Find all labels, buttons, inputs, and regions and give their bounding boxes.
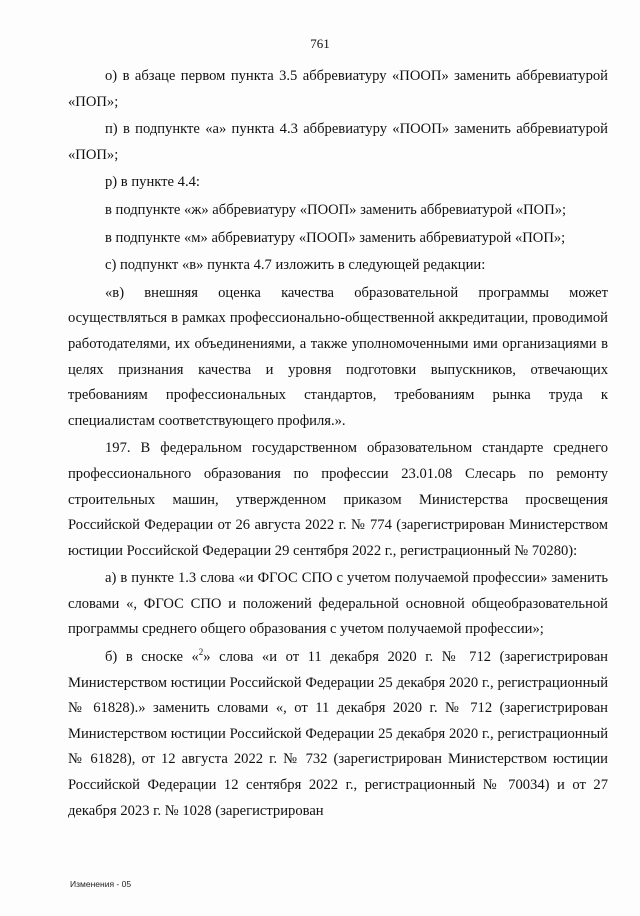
paragraph-b-start: б) в сноске « xyxy=(105,649,199,666)
paragraph-a: а) в пункте 1.3 слова «и ФГОС СПО с учетом получаемой профессии» заменить словами «, ФГОС СПО и положений федеральной основной общеобразовательной программы среднего общего образования с учетом получаемой профессии»; xyxy=(68,570,608,638)
paragraph-b-rest: » слова «и от 11 декабря 2020 г. № 712 (зарегистрирован Министерством юстиции Российской Федерации 25 декабря 2020 г., регистрационный № 61828).» заменить словами «, от 11 декабря 2020 г. № 712 (зарегистрирован Министерством юстиции Российской Федерации 25 декабря 2020 г., регистрационный № 61828), от 12 августа 2022 г. № 732 (зарегистрирован Министерством юстиции Российской Федерации 12 сентября 2022 г., регистрационный № 70034) и от 27 декабря 2023 г. № 1028 (зарегистрирован xyxy=(68,649,608,819)
paragraph-s-quote: «в) внешняя оценка качества образовательной программы может осуществляться в рамках профессионально-общественной аккредитации, проводимой работодателями, их объединениями, а также уполномоченными ими организациями в целях признания качества и уровня подготовки выпускников, отвечающих требованиям профессиональных стандартов, требованиям рынка труда к специалистам соответствующего профиля.». xyxy=(68,284,608,429)
page-number: 761 xyxy=(310,36,330,51)
document-body xyxy=(68,64,608,824)
paragraph-o: о) в абзаце первом пункта 3.5 аббревиатуру «ПООП» заменить аббревиатурой «ПОП»; xyxy=(68,68,608,110)
footer-label: Изменения - 05 xyxy=(70,879,132,889)
footnote-mark: 2 xyxy=(198,647,204,658)
paragraph-b xyxy=(68,645,608,824)
paragraph-197: 197. В федеральном государственном образовательном стандарте среднего профессионального образования по профессии 23.01.08 Слесарь по ремонту строительных машин, утвержденном приказом Министерства просвещения Российской Федерации от 26 августа 2022 г. № 774 (зарегистрирован Министерством юстиции Российской Федерации 29 сентября 2022 г., регистрационный № 70280): xyxy=(68,440,608,559)
paragraph-r-m: в подпункте «м» аббревиатуру «ПООП» заменить аббревиатурой «ПОП»; xyxy=(105,229,566,246)
paragraph-p: п) в подпункте «а» пункта 4.3 аббревиатуру «ПООП» заменить аббревиатурой «ПОП»; xyxy=(68,121,608,163)
paragraph-r-zh: в подпункте «ж» аббревиатуру «ПООП» заменить аббревиатурой «ПОП»; xyxy=(105,201,567,218)
paragraph-s: с) подпункт «в» пункта 4.7 изложить в следующей редакции: xyxy=(105,257,486,274)
paragraph-r: р) в пункте 4.4: xyxy=(105,174,200,191)
